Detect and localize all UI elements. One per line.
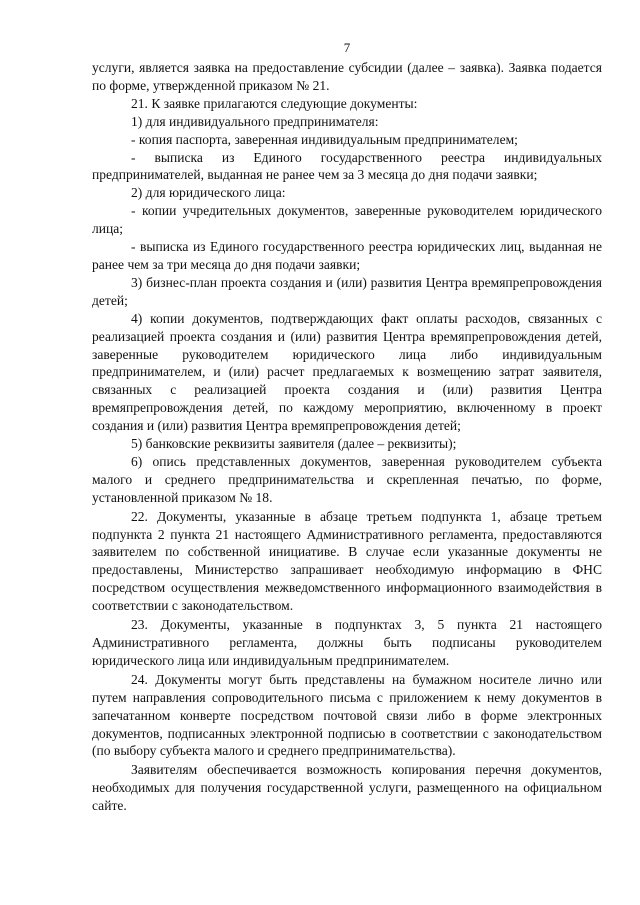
page-number: 7 xyxy=(343,40,351,55)
paragraph-21: 21. К заявке прилагаются следующие документы: xyxy=(131,95,418,111)
list-item-3: 3) бизнес-план проекта создания и (или) развития Центра времяпрепровождения детей; xyxy=(92,274,602,308)
paragraph-continuation: услуги, является заявка на предоставление субсидии (далее – заявка). Заявка подается по форме, утвержденной приказом № 21. xyxy=(92,60,602,93)
list-item-5: 5) банковские реквизиты заявителя (далее – реквизиты); xyxy=(131,436,457,452)
list-item-1: 1) для индивидуального предпринимателя: xyxy=(131,113,379,129)
paragraph-copy-access: Заявителям обеспечивается возможность копирования перечня документов, необходимых для получения государственной услуги, размещенного на официальном сайте. xyxy=(92,762,602,814)
paragraph-22: 22. Документы, указанные в абзаце третьем подпункта 1, абзаце третьем подпункта 2 пункта 21 настоящего Административного регламента, предоставляются заявителем по собственной инициативе. В случае если указанные документы не предоставлены, Министерство запрашивает необходимую информацию в ФНС посредством осуществления межведомственного информационного взаимодействия в соответствии с законодательством. xyxy=(92,508,602,614)
list-item-2: 2) для юридического лица: xyxy=(131,185,286,201)
list-item-6: 6) опись представленных документов, заверенная руководителем субъекта малого и среднего предпринимательства и скрепленная печатью, по форме, установленной приказом № 18. xyxy=(92,453,602,505)
list-item-4: 4) копии документов, подтверждающих факт оплаты расходов, связанных с реализацией проекта создания и (или) развития Центра времяпрепровождения детей, заверенные руководителем юридического лица либо индивидуальным предпринимателем, и (или) расчет предлагаемых к возмещению затрат заявителя, связанных с реализацией проекта создания и (или) развития Центра времяпрепровождения детей, по каждому мероприятию, включенному в проект создания и (или) развития Центра времяпрепровождения детей; xyxy=(92,310,602,434)
list-subitem-charter-docs: - копии учредительных документов, заверенные руководителем юридического лица; xyxy=(92,203,602,237)
list-subitem-egrul: - выписка из Единого государственного реестра юридических лиц, выданная не ранее чем за три месяца до дня подачи заявки; xyxy=(92,239,602,272)
list-subitem-egrip: - выписка из Единого государственного реестра индивидуальных предпринимателей, выданная не ранее чем за 3 месяца до дня подачи заявки; xyxy=(92,149,602,183)
paragraph-24: 24. Документы могут быть представлены на бумажном носителе лично или путем направления сопроводительного письма с приложением к нему документов в запечатанном конверте посредством почтовой связи либо в форме электронных документов, подписанных электронной подписью в соответствии с законодательством (по выбору субъекта малого и среднего предпринимательства). xyxy=(92,671,602,759)
list-subitem-passport: - копия паспорта, заверенная индивидуальным предпринимателем; xyxy=(131,131,518,147)
paragraph-23: 23. Документы, указанные в подпунктах 3, 5 пункта 21 настоящего Административного регламента, должны быть подписаны руководителем юридического лица или индивидуальным предпринимателем. xyxy=(92,617,602,668)
